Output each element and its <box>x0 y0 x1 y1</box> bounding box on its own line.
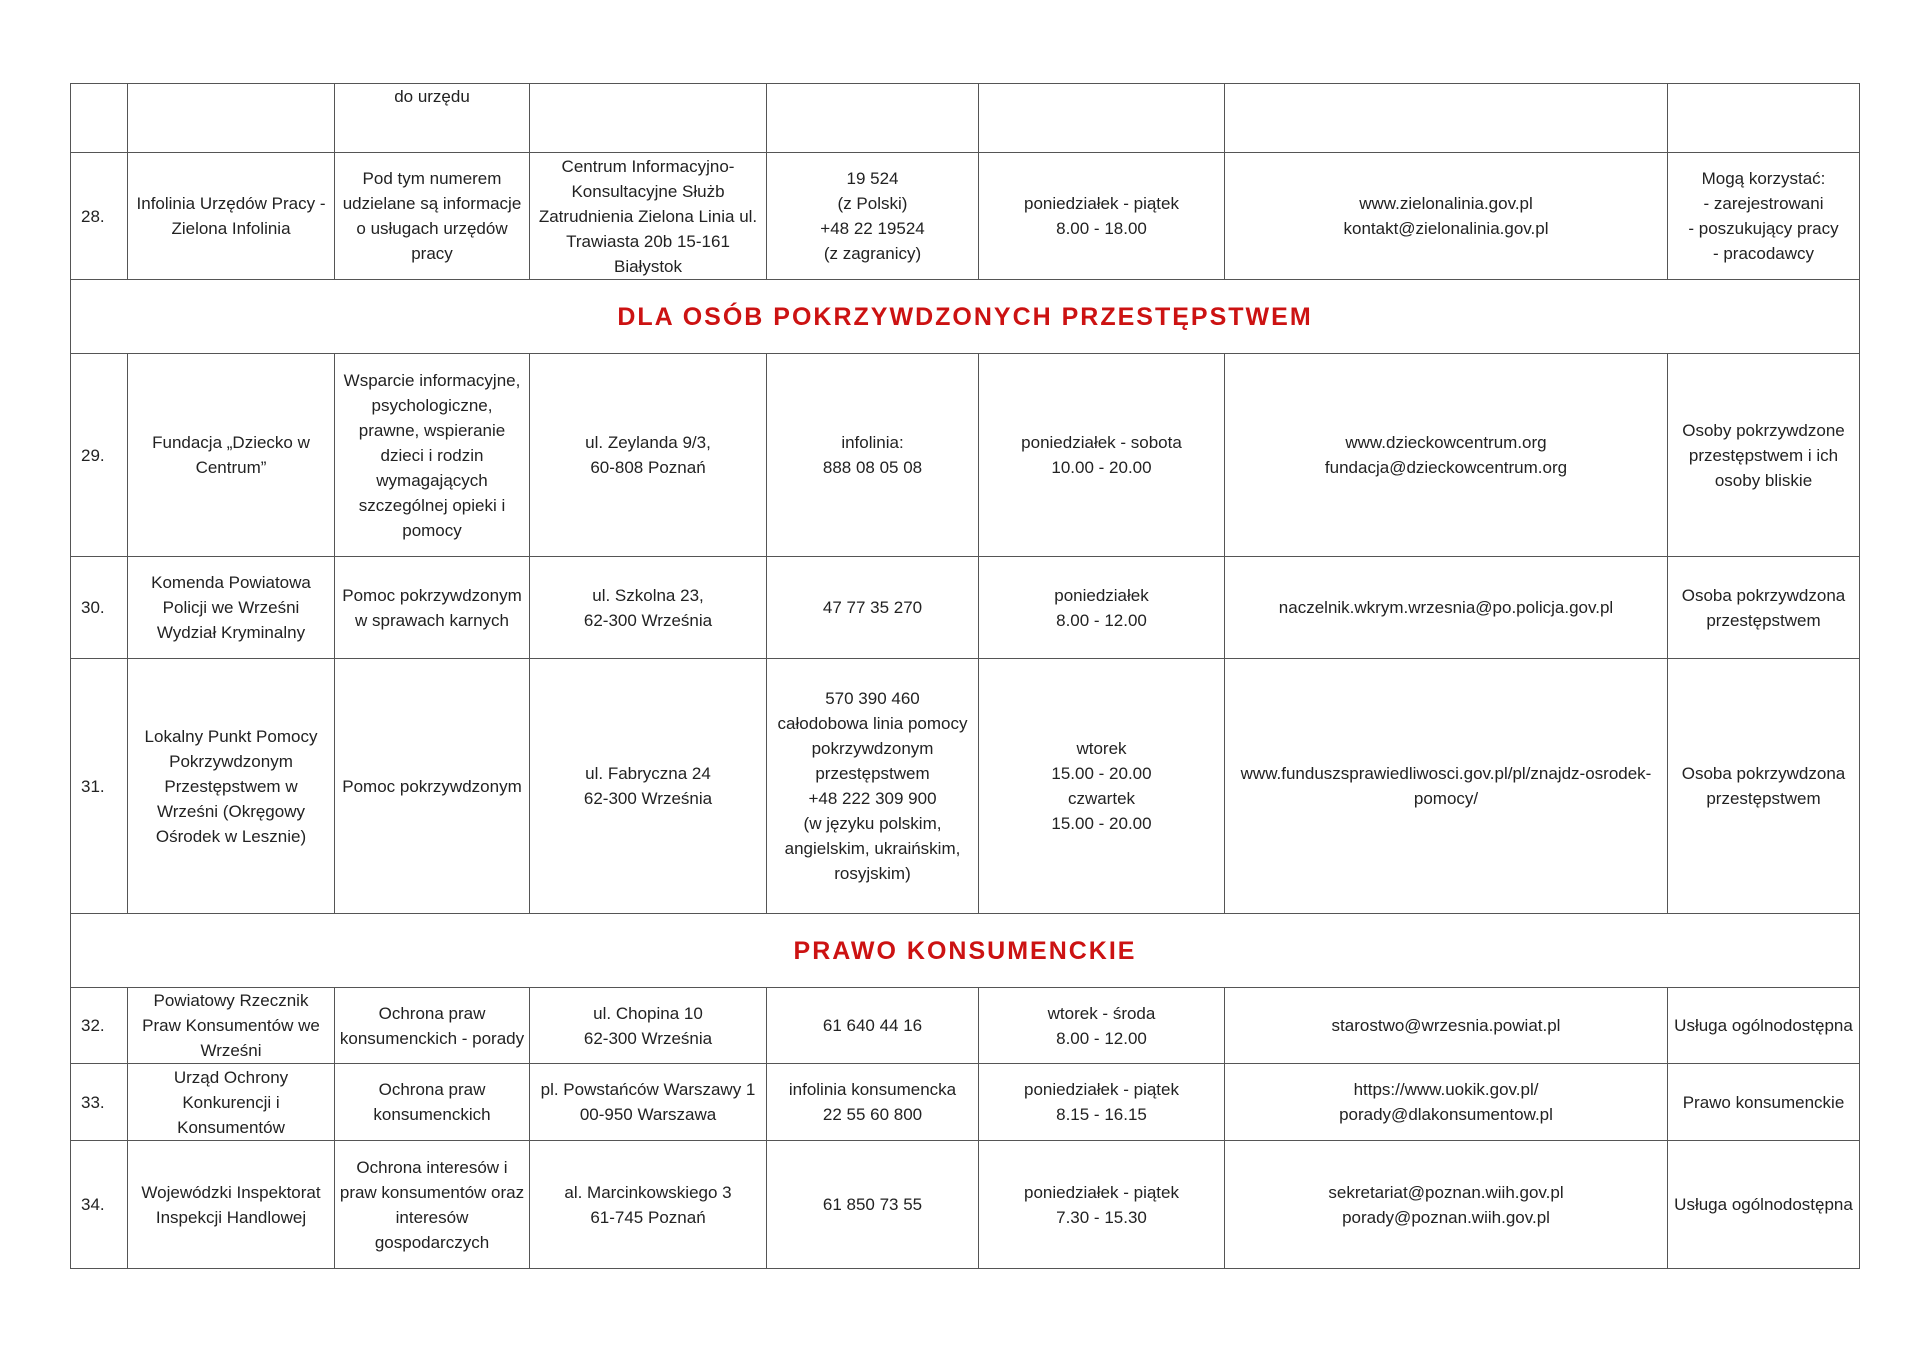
section-title-consumer: PRAWO KONSUMENCKIE <box>71 914 1860 988</box>
address-cell <box>530 84 767 153</box>
table-row <box>71 557 1860 659</box>
address-cell: ul. Szkolna 23, 62-300 Września <box>530 557 767 659</box>
table-row <box>71 354 1860 557</box>
eligibility-cell: Usługa ogólnodostępna <box>1668 988 1860 1064</box>
address-cell: ul. Fabryczna 24 62-300 Września <box>530 659 767 914</box>
hours-cell: poniedziałek - piątek 8.00 - 18.00 <box>979 153 1225 280</box>
scope-cell: do urzędu <box>335 84 530 153</box>
address-cell: pl. Powstańców Warszawy 1 00-950 Warszawa <box>530 1064 767 1141</box>
row-number: 32. <box>71 988 128 1064</box>
contact-cell <box>1225 84 1668 153</box>
phone-cell: infolinia: 888 08 05 08 <box>767 354 979 557</box>
row-number: 31. <box>71 659 128 914</box>
institution-name: Urząd Ochrony Konkurencji i Konsumentów <box>128 1064 335 1141</box>
address-cell: al. Marcinkowskiego 3 61-745 Poznań <box>530 1141 767 1269</box>
phone-cell <box>767 84 979 153</box>
institution-name: Powiatowy Rzecznik Praw Konsumentów we Wrześni <box>128 988 335 1064</box>
eligibility-cell: Usługa ogólnodostępna <box>1668 1141 1860 1269</box>
table-row <box>71 659 1860 914</box>
scope-cell: Wsparcie informacyjne, psychologiczne, prawne, wspieranie dzieci i rodzin wymagających szczególnej opieki i pomocy <box>335 354 530 557</box>
eligibility-cell: Osoba pokrzywdzona przestępstwem <box>1668 557 1860 659</box>
address-cell: ul. Zeylanda 9/3, 60-808 Poznań <box>530 354 767 557</box>
table-row <box>71 988 1860 1064</box>
scope-cell: Pod tym numerem udzielane są informacje o usługach urzędów pracy <box>335 153 530 280</box>
institution-name: Fundacja „Dziecko w Centrum” <box>128 354 335 557</box>
table-row <box>71 84 1860 153</box>
phone-cell: 570 390 460 całodobowa linia pomocy pokrzywdzonym przestępstwem +48 222 309 900 (w języku polskim, angielskim, ukraińskim, rosyjskim) <box>767 659 979 914</box>
eligibility-cell: Prawo konsumenckie <box>1668 1064 1860 1141</box>
hours-cell: wtorek - środa 8.00 - 12.00 <box>979 988 1225 1064</box>
row-number: 34. <box>71 1141 128 1269</box>
institutions-table <box>70 83 1860 1269</box>
section-header <box>71 280 1860 354</box>
phone-cell: 19 524 (z Polski) +48 22 19524 (z zagranicy) <box>767 153 979 280</box>
phone-cell: infolinia konsumencka 22 55 60 800 <box>767 1064 979 1141</box>
contact-cell[interactable]: https://www.uokik.gov.pl/ porady@dlakonsumentow.pl <box>1225 1064 1668 1141</box>
address-cell: Centrum Informacyjno-Konsultacyjne Służb Zatrudnienia Zielona Linia ul. Trawiasta 20b 15-161 Białystok <box>530 153 767 280</box>
contact-cell[interactable]: sekretariat@poznan.wiih.gov.pl porady@poznan.wiih.gov.pl <box>1225 1141 1668 1269</box>
eligibility-cell <box>1668 84 1860 153</box>
contact-cell[interactable]: starostwo@wrzesnia.powiat.pl <box>1225 988 1668 1064</box>
hours-cell: poniedziałek - sobota 10.00 - 20.00 <box>979 354 1225 557</box>
hours-cell: poniedziałek - piątek 8.15 - 16.15 <box>979 1064 1225 1141</box>
table-row <box>71 153 1860 280</box>
hours-cell <box>979 84 1225 153</box>
institution-name: Komenda Powiatowa Policji we Wrześni Wydział Kryminalny <box>128 557 335 659</box>
eligibility-cell: Osoba pokrzywdzona przestępstwem <box>1668 659 1860 914</box>
hours-cell: poniedziałek - piątek 7.30 - 15.30 <box>979 1141 1225 1269</box>
institution-name: Lokalny Punkt Pomocy Pokrzywdzonym Przestępstwem w Wrześni (Okręgowy Ośrodek w Lesznie) <box>128 659 335 914</box>
eligibility-cell: Osoby pokrzywdzone przestępstwem i ich osoby bliskie <box>1668 354 1860 557</box>
row-number: 33. <box>71 1064 128 1141</box>
eligibility-cell: Mogą korzystać: - zarejestrowani - poszukujący pracy - pracodawcy <box>1668 153 1860 280</box>
scope-cell: Ochrona interesów i praw konsumentów oraz interesów gospodarczych <box>335 1141 530 1269</box>
table-row <box>71 1141 1860 1269</box>
phone-cell: 61 640 44 16 <box>767 988 979 1064</box>
scope-cell: Ochrona praw konsumenckich - porady <box>335 988 530 1064</box>
phone-cell: 47 77 35 270 <box>767 557 979 659</box>
hours-cell: poniedziałek 8.00 - 12.00 <box>979 557 1225 659</box>
scope-cell: Pomoc pokrzywdzonym w sprawach karnych <box>335 557 530 659</box>
institution-name: Wojewódzki Inspektorat Inspekcji Handlowej <box>128 1141 335 1269</box>
address-cell: ul. Chopina 10 62-300 Września <box>530 988 767 1064</box>
contact-cell[interactable]: naczelnik.wkrym.wrzesnia@po.policja.gov.pl <box>1225 557 1668 659</box>
row-number: 30. <box>71 557 128 659</box>
scope-cell: Pomoc pokrzywdzonym <box>335 659 530 914</box>
institution-name: Infolinia Urzędów Pracy - Zielona Infolinia <box>128 153 335 280</box>
hours-cell: wtorek 15.00 - 20.00 czwartek 15.00 - 20.00 <box>979 659 1225 914</box>
contact-cell[interactable]: www.zielonalinia.gov.pl kontakt@zielonalinia.gov.pl <box>1225 153 1668 280</box>
row-number: 28. <box>71 153 128 280</box>
table-row <box>71 1064 1860 1141</box>
phone-cell: 61 850 73 55 <box>767 1141 979 1269</box>
row-number <box>71 84 128 153</box>
section-header <box>71 914 1860 988</box>
section-title-victims: DLA OSÓB POKRZYWDZONYCH PRZESTĘPSTWEM <box>71 280 1860 354</box>
row-number: 29. <box>71 354 128 557</box>
institution-name <box>128 84 335 153</box>
contact-cell[interactable]: www.funduszsprawiedliwosci.gov.pl/pl/znajdz-osrodek-pomocy/ <box>1225 659 1668 914</box>
contact-cell[interactable]: www.dzieckowcentrum.org fundacja@dzieckowcentrum.org <box>1225 354 1668 557</box>
scope-cell: Ochrona praw konsumenckich <box>335 1064 530 1141</box>
